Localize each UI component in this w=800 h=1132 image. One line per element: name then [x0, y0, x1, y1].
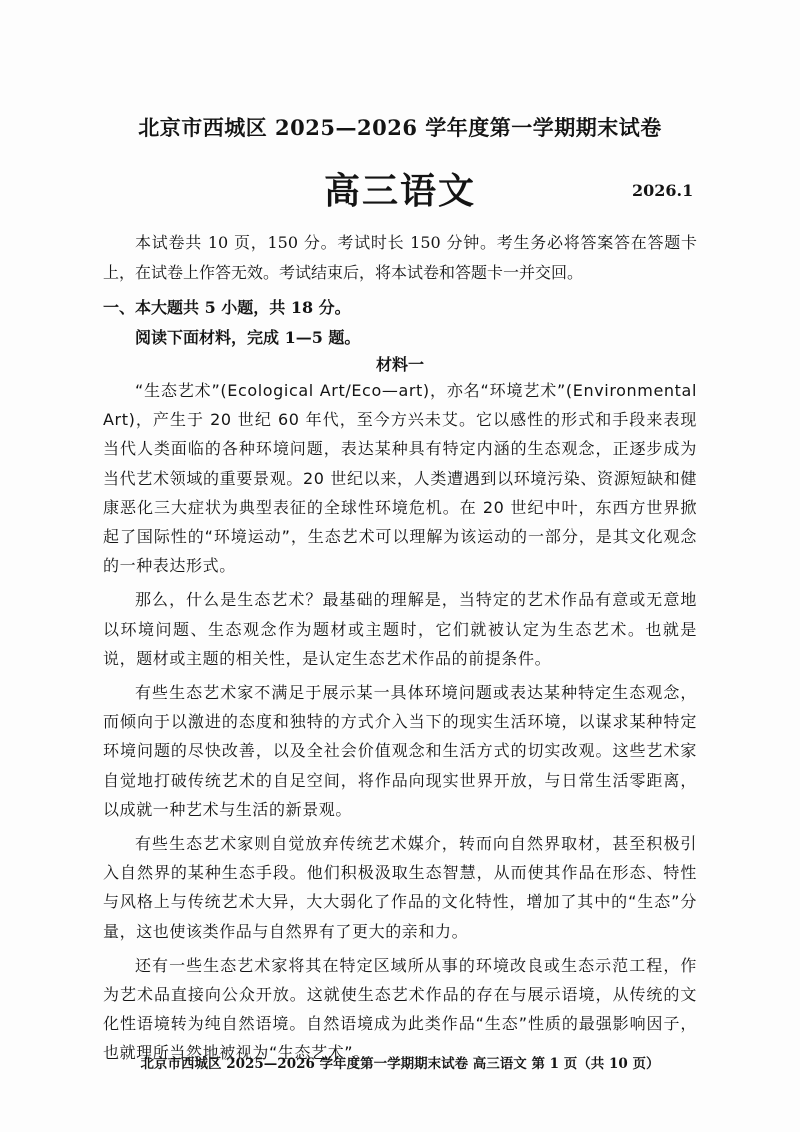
page-footer: 北京市西城区 2025—2026 学年度第一学期期末试卷 高三语文 第 1 页（共 10 页）: [140, 1056, 660, 1072]
exam-instructions: 本试卷共 10 页，150 分。考试时长 150 分钟。考生务必将答案答在答题卡上，在试卷上作答无效。考试结束后，将本试卷和答题卡一并交回。: [103, 233, 697, 282]
paragraph: 有些生态艺术家则自觉放弃传统艺术媒介，转而向自然界取材，甚至积极引入自然界的某种生态手段。他们积极汲取生态智慧，从而使其作品在形态、特性与风格上与传统艺术大异，大大弱化了作品的文化特性，增加了其中的“生态”分量，这也使该类作品与自然界有了更大的亲和力。: [103, 834, 697, 941]
exam-date: 2026.1: [632, 181, 694, 200]
reading-instruction: 阅读下面材料，完成 1—5 题。: [135, 328, 361, 347]
material-title: 材料一: [375, 355, 424, 374]
paragraph: 有些生态艺术家不满足于展示某一具体环境问题或表达某种特定生态观念，而倾向于以激进的态度和独特的方式介入当下的现实生活环境，以谋求某种特定环境问题的尽快改善，以及全社会价值观念和生活方式的切实改观。这些艺术家自觉地打破传统艺术的自足空间，将作品向现实世界开放，与日常生活零距离，以成就一种艺术与生活的新景观。: [103, 683, 697, 819]
subject-title: 高三语文: [323, 170, 476, 212]
material-body: [103, 376, 697, 1073]
exam-title: 北京市西城区 2025—2026 学年度第一学期期末试卷: [138, 115, 662, 140]
section-heading: 一、本大题共 5 小题，共 18 分。: [103, 298, 351, 317]
paragraph: “生态艺术”(Ecological Art/Eco—art)，亦名“环境艺术”(Environmental Art)，产生于 20 世纪 60 年代，至今方兴未艾。它以感性的形式和手段来表现当代人类面临的各种环境问题，表达某种具有特定内涵的生态观念，正逐步成为当代艺术领域的重要景观。20 世纪以来，人类遭遇到以环境污染、资源短缺和健康恶化三大症状为典型表征的全球性环境危机。在 20 世纪中叶，东西方世界掀起了国际性的“环境运动”，生态艺术可以理解为该运动的一部分，是其文化观念的一种表达形式。: [103, 381, 697, 576]
paragraph: 还有一些生态艺术家将其在特定区域所从事的环境改良或生态示范工程，作为艺术品直接向公众开放。这就使生态艺术作品的存在与展示语境，从传统的文化性语境转为纯自然语境。自然语境成为此类作品“生态”性质的最强影响因子，也就理所当然地被视为“生态艺术”。: [103, 955, 697, 1063]
paragraph: 那么，什么是生态艺术？最基础的理解是，当特定的艺术作品有意或无意地以环境问题、生态观念作为题材或主题时，它们就被认定为生态艺术。也就是说，题材或主题的相关性，是认定生态艺术作品的前提条件。: [103, 590, 697, 668]
